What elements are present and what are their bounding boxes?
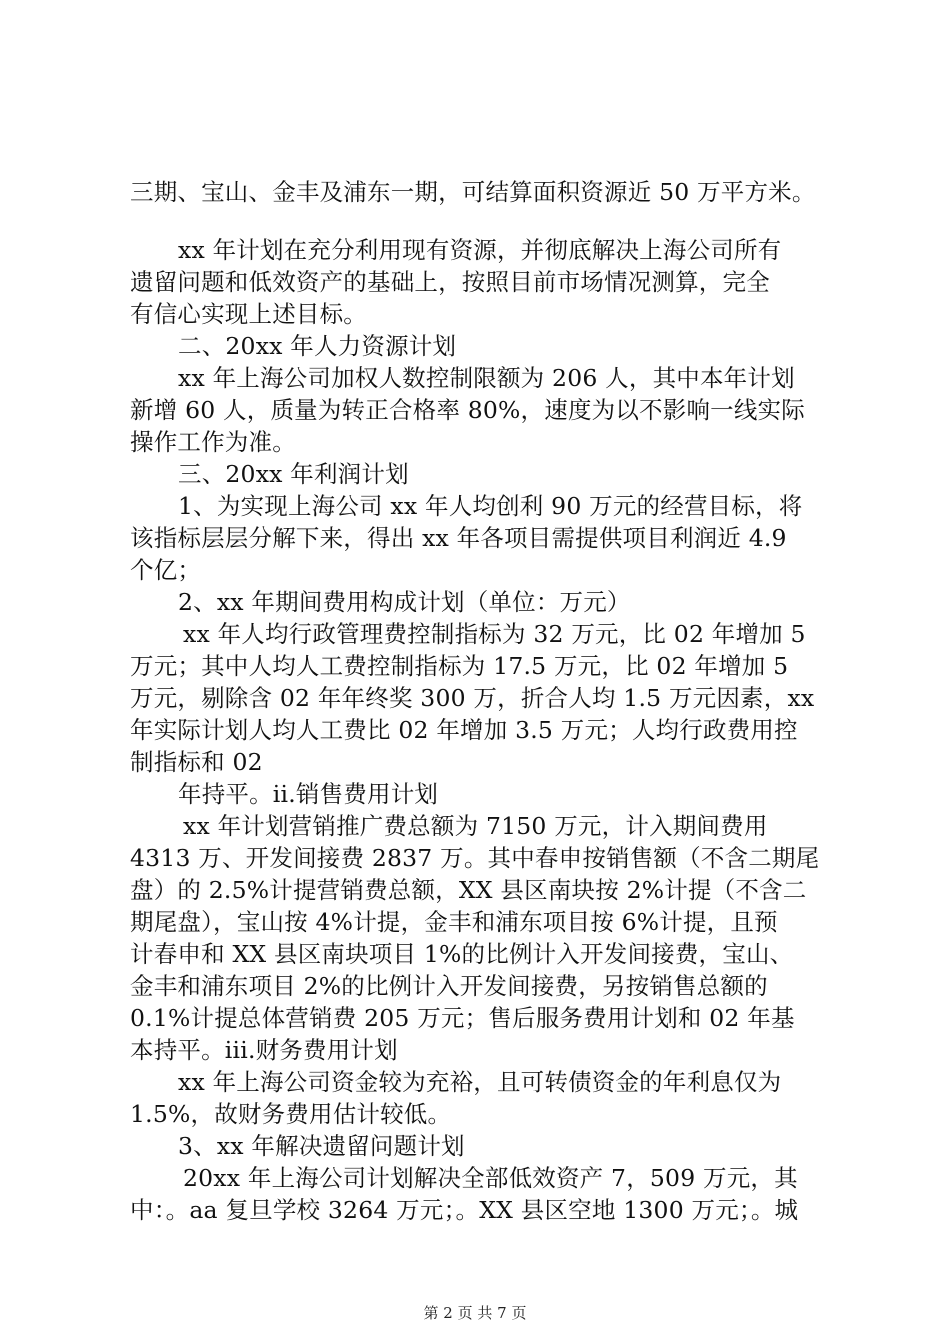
- body-text-line: 1.5%，故财务费用估计较低。: [130, 1100, 452, 1128]
- body-text-line: 0.1%计提总体营销费 205 万元；售后服务费用计划和 02 年基: [130, 1004, 795, 1032]
- body-text-line: 有信心实现上述目标。: [130, 300, 367, 328]
- body-text-line: 万元，剔除含 02 年年终奖 300 万，折合人均 1.5 万元因素，xx: [130, 684, 815, 712]
- body-text-line: 4313 万、开发间接费 2837 万。其中春申按销售额（不含二期尾: [130, 844, 820, 872]
- body-text-line: xx 年上海公司资金较为充裕，且可转债资金的年利息仅为: [178, 1068, 782, 1096]
- body-text-line: 本持平。iii.财务费用计划: [130, 1036, 398, 1064]
- body-text-line: xx 年计划营销推广费总额为 7150 万元，计入期间费用: [183, 812, 768, 840]
- body-text-line: 遗留问题和低效资产的基础上，按照目前市场情况测算，完全: [130, 268, 770, 296]
- subsection-heading: 3、xx 年解决遗留问题计划: [178, 1132, 465, 1160]
- body-text-line: 该指标层层分解下来，得出 xx 年各项目需提供项目利润近 4.9: [130, 524, 787, 552]
- body-text-line: xx 年人均行政管理费控制指标为 32 万元，比 02 年增加 5: [183, 620, 806, 648]
- body-text-line: xx 年计划在充分利用现有资源，并彻底解决上海公司所有: [178, 236, 782, 264]
- section-heading: 二、20xx 年人力资源计划: [178, 332, 457, 360]
- body-text-line: 年持平。ii.销售费用计划: [178, 780, 439, 808]
- body-text-line: 期尾盘），宝山按 4%计提，金丰和浦东项目按 6%计提，且预: [130, 908, 778, 936]
- body-text-line: xx 年上海公司加权人数控制限额为 206 人，其中本年计划: [178, 364, 795, 392]
- body-text-line: 1、为实现上海公司 xx 年人均创利 90 万元的经营目标，将: [178, 492, 803, 520]
- body-text-line: 操作工作为准。: [130, 428, 296, 456]
- body-text-line: 盘）的 2.5%计提营销费总额，XX 县区南块按 2%计提（不含二: [130, 876, 807, 904]
- body-text-line: 中：。aa 复旦学校 3264 万元；。XX 县区空地 1300 万元；。城: [130, 1196, 799, 1224]
- body-text-line: 新增 60 人，质量为转正合格率 80%，速度为以不影响一线实际: [130, 396, 805, 424]
- subsection-heading: 2、xx 年期间费用构成计划（单位：万元）: [178, 588, 631, 616]
- body-text-line: 20xx 年上海公司计划解决全部低效资产 7，509 万元，其: [183, 1164, 798, 1192]
- body-text-line: 个亿；: [130, 556, 202, 584]
- body-text-line: 金丰和浦东项目 2%的比例计入开发间接费，另按销售总额的: [130, 972, 768, 1000]
- page-number-footer: 第 2 页 共 7 页: [423, 1304, 527, 1322]
- body-text-line: 计春申和 XX 县区南块项目 1%的比例计入开发间接费，宝山、: [130, 940, 794, 968]
- body-text-line: 制指标和 02: [130, 748, 263, 776]
- body-text-line: 年实际计划人均人工费比 02 年增加 3.5 万元；人均行政费用控: [130, 716, 798, 744]
- body-text-line: 万元；其中人均人工费控制指标为 17.5 万元，比 02 年增加 5: [130, 652, 789, 680]
- section-heading: 三、20xx 年利润计划: [178, 460, 409, 488]
- body-text-line: 三期、宝山、金丰及浦东一期，可结算面积资源近 50 万平方米。: [130, 178, 816, 206]
